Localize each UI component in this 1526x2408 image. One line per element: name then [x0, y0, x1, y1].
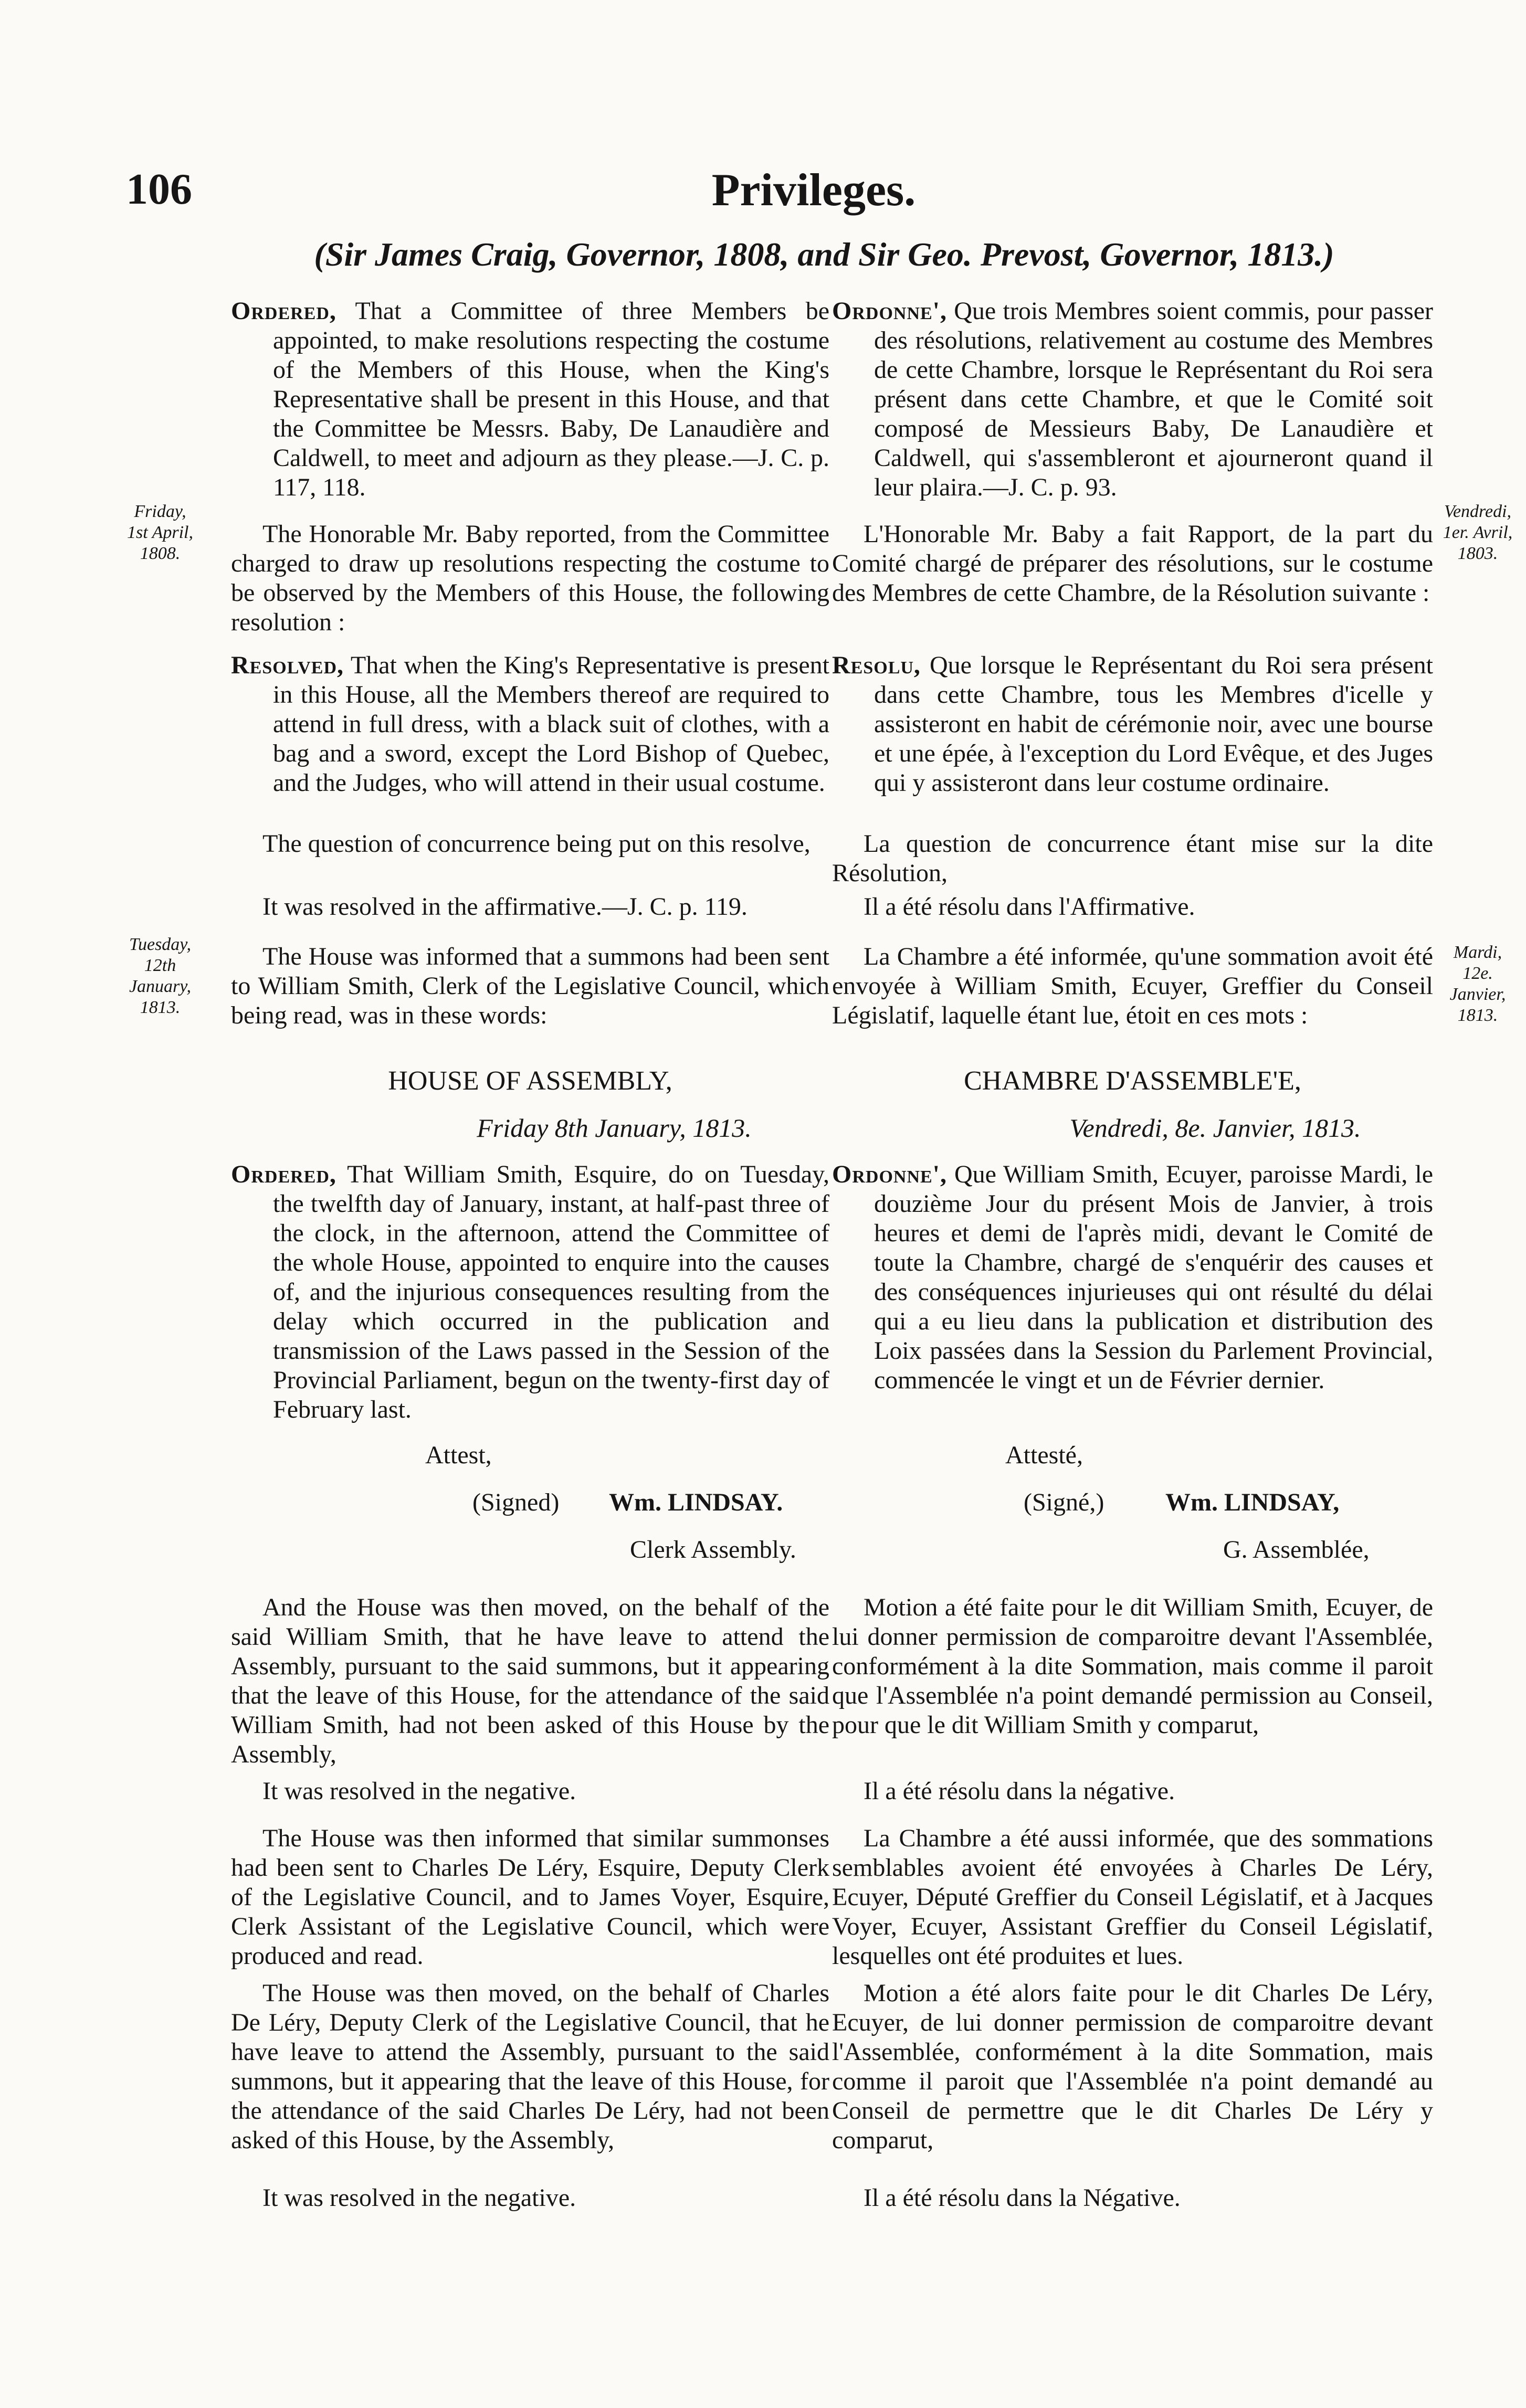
fr-resolu-lead: Resolu,	[832, 651, 921, 679]
fr-assembly-heading: CHAMBRE D'ASSEMBLE'E,	[964, 1066, 1301, 1096]
en-motion-smith-text: And the House was then moved, on the behalf of the said William Smith, that he have leave to attend the Assembly, pursuant to the said summons, but it appearing that the leave of this House, for the attendance of the said William Smith, had not been asked of this House by the Assembly,	[231, 1593, 829, 1768]
en-similar-summonses-text: The House was then informed that similar summonses had been sent to Charles De Léry, Esquire, Deputy Clerk of the Legislative Council, and to James Voyer, Esquire, Clerk Assistant of the Legislative Council, which were produced and read.	[231, 1824, 829, 1970]
fr-negative-1-text: Il a été résolu dans la négative.	[864, 1777, 1175, 1805]
fr-negative-2	[832, 2183, 1433, 2213]
fr-sommation	[832, 942, 1433, 1030]
en-affirmative-text: It was resolved in the affirmative.—J. C. p. 119.	[262, 893, 748, 921]
en-assembly-date: Friday 8th January, 1813.	[477, 1113, 752, 1143]
en-resolved	[231, 651, 829, 798]
fr-affirmative	[832, 892, 1433, 922]
page-number: 106	[126, 165, 192, 214]
fr-ordonne-smith-text: Que William Smith, Ecuyer, paroisse Mardi, le douzième Jour du présent Mois de Janvier, à trois heures et demi de l'après midi, devant le Comité de toute la Chambre, chargé de s'enquérir des causes et des conséquences injurieuses qui ont résulté du délai qui a eu lieu dans la publication et distribution des Loix passées dans la Session du Parlement Provincial, commencée le vingt et un de Février dernier.	[874, 1160, 1433, 1394]
en-ordered-text: That a Committee of three Members be appointed, to make resolutions respecting the costume of the Members of this House, when the King's Representative shall be present in this House, and that the Committee be Messrs. Baby, De Lanaudière and Caldwell, to meet and adjourn as they please.—J. C. p. 117, 118.	[273, 297, 829, 501]
fr-ordonne-text: Que trois Membres soient commis, pour passer des résolutions, relativement au costume des Membres de cette Chambre, lorsque le Représentant du Roi sera présent dans cette Chambre, et que le Comité soit composé de Messieurs Baby, De Lanaudière et Caldwell, qui s'assembleront et ajourneront quand il leur plaira.—J. C. p. 93.	[874, 297, 1433, 501]
fr-ordonne-smith-lead: Ordonne',	[832, 1160, 948, 1188]
fr-baby-rapport-text: L'Honorable Mr. Baby a fait Rapport, de la part du Comité chargé de préparer des résolutions, sur le costume des Membres de cette Chambre, de la Résolution suivante :	[832, 520, 1433, 607]
fr-attest: Attesté,	[1005, 1441, 1083, 1469]
en-signed: (Signed)	[472, 1488, 560, 1516]
en-attest: Attest,	[425, 1441, 492, 1469]
fr-similar-sommations	[832, 1824, 1433, 1971]
fr-ordonne-smith	[832, 1160, 1433, 1395]
en-affirmative	[231, 892, 829, 922]
fr-ordonne-committee	[832, 297, 1433, 502]
en-motion-smith	[231, 1593, 829, 1769]
fr-resolu-text: Que lorsque le Représentant du Roi sera présent dans cette Chambre, tous les Membres d'icelle y assisteront en habit de cérémonie noir, avec une bourse et une épée, à l'exception du Lord Evêque, et des Juges qui y assisteront dans leur costume ordinaire.	[874, 651, 1433, 797]
fr-question-text: La question de concurrence étant mise sur la dite Résolution,	[832, 830, 1433, 887]
en-order-lead: Ordered,	[231, 1160, 336, 1188]
en-summons	[231, 942, 829, 1030]
en-negative-1-text: It was resolved in the negative.	[262, 1777, 576, 1805]
fr-baby-rapport	[832, 520, 1433, 608]
en-resolved-text: That when the King's Representative is present in this House, all the Members thereof are required to attend in full dress, with a black suit of clothes, with a bag and a sword, except the Lord Bishop of Quebec, and the Judges, who will attend in their usual costume.	[273, 651, 829, 797]
fr-motion-smith-text: Motion a été faite pour le dit William Smith, Ecuyer, de lui donner permission de comparoitre devant l'Assemblée, conformément à la dite Sommation, mais comme il paroit que l'Assemblée n'a point demandé permission au Conseil, pour que le dit William Smith y comparut,	[832, 1593, 1433, 1739]
fr-sommation-text: La Chambre a été informée, qu'une sommation avoit été envoyée à William Smith, Ecuyer, Greffier du Conseil Législatif, laquelle étant lue, étoit en ces mots :	[832, 943, 1433, 1029]
en-question-text: The question of concurrence being put on this resolve,	[262, 830, 811, 858]
fr-similar-sommations-text: La Chambre a été aussi informée, que des sommations semblables avoient été envoyées à Charles De Léry, Ecuyer, Député Greffier du Conseil Législatif, et à Jacques Voyer, Ecuyer, Assistant Greffier du Conseil Législatif, lesquelles ont été produites et lues.	[832, 1824, 1433, 1970]
fr-clerk: G. Assemblée,	[1223, 1536, 1370, 1564]
page-title: Privileges.	[711, 165, 916, 216]
en-ordered-lead: Ordered,	[231, 297, 336, 325]
fr-question	[832, 829, 1433, 888]
fr-motion-lery-text: Motion a été alors faite pour le dit Charles De Léry, Ecuyer, de lui donner permission de comparoitre devant l'Assemblée, conformément à la dite Sommation, mais comme il paroit que l'Assemblée n'a point demandé au Conseil de permettre que le dit Charles De Léry y comparut,	[832, 1979, 1433, 2154]
en-similar-summonses	[231, 1824, 829, 1971]
en-resolved-lead: Resolved,	[231, 651, 344, 679]
margin-note-left-1813: Tuesday, 12th January, 1813.	[129, 935, 192, 1017]
en-negative-1	[231, 1777, 829, 1806]
fr-ordonne-lead: Ordonne',	[832, 297, 948, 325]
fr-affirmative-text: Il a été résolu dans l'Affirmative.	[864, 893, 1195, 921]
en-motion-lery-text: The House was then moved, on the behalf of Charles De Léry, Deputy Clerk of the Legislative Council, that he have leave to attend the Assembly, pursuant to the said summons, but it appearing that the leave of this House, for the attendance of the said Charles De Léry, had not been asked of this House, by the Assembly,	[231, 1979, 829, 2154]
margin-note-right-1808: Vendredi, 1er. Avril, 1803.	[1443, 502, 1513, 563]
en-summons-text: The House was informed that a summons had been sent to William Smith, Clerk of the Legislative Council, which being read, was in these words:	[231, 943, 829, 1029]
en-signer: Wm. LINDSAY.	[609, 1488, 783, 1516]
en-motion-lery	[231, 1979, 829, 2155]
en-ordered-committee	[231, 297, 829, 502]
fr-signed: (Signé,)	[1024, 1488, 1104, 1516]
en-order-text: That William Smith, Esquire, do on Tuesday, the twelfth day of January, instant, at half-past three of the clock, in the afternoon, attend the Committee of the whole House, appointed to enquire into the causes of, and the injurious consequences resulting from the delay which occurred in the publication and transmission of the Laws passed in the Session of the Provincial Parliament, begun on the twenty-first day of February last.	[273, 1160, 829, 1423]
fr-resolu	[832, 651, 1433, 798]
en-negative-2-text: It was resolved in the negative.	[262, 2184, 576, 2212]
fr-assembly-date: Vendredi, 8e. Janvier, 1813.	[1069, 1113, 1361, 1143]
en-question	[231, 829, 829, 859]
en-assembly-heading: HOUSE OF ASSEMBLY,	[388, 1066, 672, 1096]
margin-note-left-1808: Friday, 1st April, 1808.	[127, 502, 193, 563]
margin-note-right-1813: Mardi, 12e. Janvier, 1813.	[1449, 943, 1506, 1025]
fr-negative-1	[832, 1777, 1433, 1806]
fr-negative-2-text: Il a été résolu dans la Négative.	[864, 2184, 1181, 2212]
fr-motion-smith	[832, 1593, 1433, 1740]
page-subtitle: (Sir James Craig, Governor, 1808, and Sir Geo. Prevost, Governor, 1813.)	[314, 236, 1334, 273]
en-clerk: Clerk Assembly.	[630, 1536, 796, 1564]
en-baby-report	[231, 520, 829, 637]
en-baby-report-text: The Honorable Mr. Baby reported, from the Committee charged to draw up resolutions respecting the costume to be observed by the Members of this House, the following resolution :	[231, 520, 829, 636]
fr-signer: Wm. LINDSAY,	[1165, 1488, 1340, 1516]
fr-motion-lery	[832, 1979, 1433, 2155]
en-order-smith	[231, 1160, 829, 1424]
en-negative-2	[231, 2183, 829, 2213]
